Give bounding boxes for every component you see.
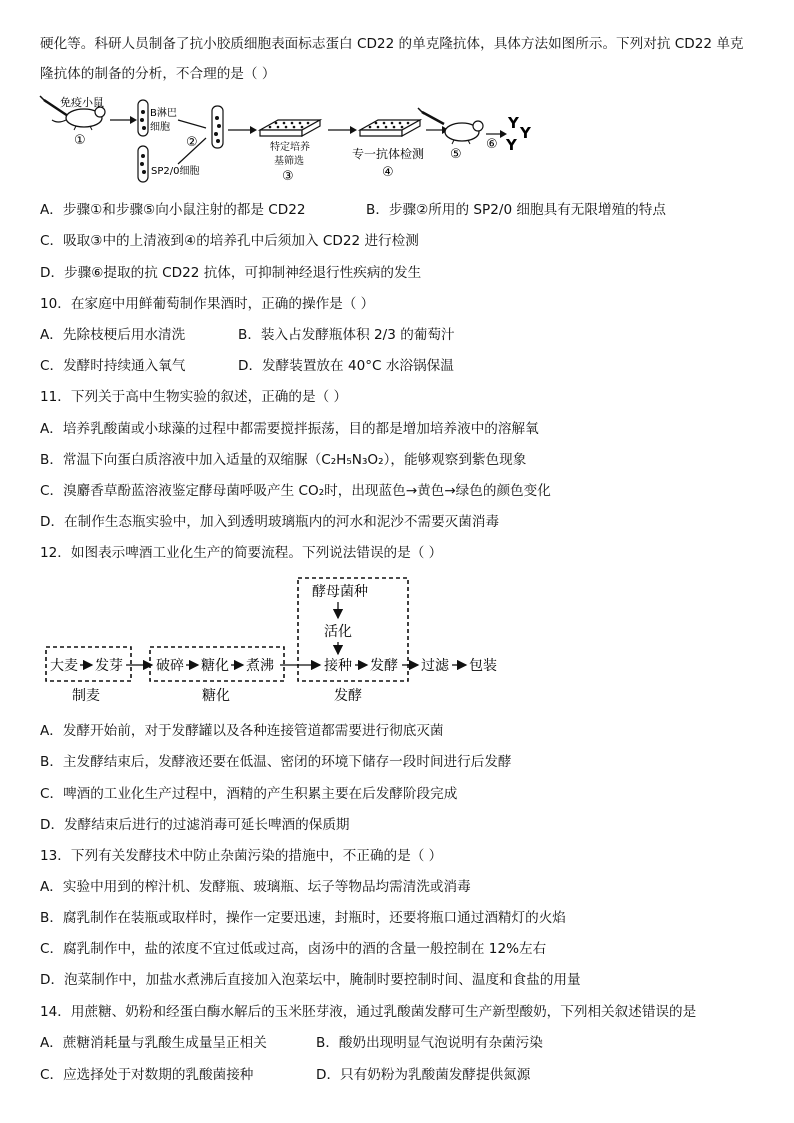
- step1-label: ①: [74, 133, 86, 148]
- q11-stem: 11．下列关于高中生物实验的叙述，正确的是（ ）: [40, 389, 348, 405]
- q11-option-a: A．培养乳酸菌或小球藻的过程中都需要搅拌振荡，目的都是增加培养液中的溶解氧: [40, 421, 539, 437]
- q12-stem: 12．如图表示啤酒工业化生产的简要流程。下列说法错误的是（ ）: [40, 545, 443, 561]
- flow-boil: 煮沸: [246, 658, 274, 674]
- q9-option-d: D．步骤⑥提取的抗 CD22 抗体，可抑制神经退行性疾病的发生: [40, 265, 422, 281]
- flow-package: 包装: [469, 658, 497, 674]
- selection-label-2: 基筛选: [274, 156, 304, 167]
- q13-option-b: B．腐乳制作在装瓶或取样时，操作一定要迅速，封瓶时，还要将瓶口通过酒精灯的火焰: [40, 910, 566, 926]
- q10-option-b: B．装入占发酵瓶体积 2/3 的葡萄汁: [238, 327, 455, 343]
- q9-option-c: C．吸取③中的上清液到④的培养孔中后须加入 CD22 进行检测: [40, 233, 419, 249]
- q9-stem-line1: 硬化等。科研人员制备了抗小胶质细胞表面标志蛋白 CD22 的单克隆抗体，具体方法如图所示。下列对抗 CD22 单克: [40, 36, 744, 52]
- step2-label: ②: [186, 135, 198, 150]
- q14-option-a: A．蔗糖消耗量与乳酸生成量呈正相关: [40, 1035, 267, 1051]
- q14-stem: 14．用蔗糖、奶粉和经蛋白酶水解后的玉米胚芽液，通过乳酸菌发酵可生产新型酸奶，下列相关叙述错误的是: [40, 1004, 697, 1020]
- q10-option-a: A．先除枝梗后用水清洗: [40, 327, 186, 343]
- q9-option-a: A．步骤①和步骤⑤向小鼠注射的都是 CD22: [40, 202, 306, 218]
- flow-yeast: 酵母菌种: [312, 584, 368, 600]
- flow-barley: 大麦: [50, 658, 78, 674]
- q13-option-d: D．泡菜制作中，加盐水煮沸后直接加入泡菜坛中，腌制时要控制时间、温度和食盐的用量: [40, 972, 581, 988]
- selection-label-1: 特定培养: [270, 142, 310, 153]
- svg-text:Y: Y: [520, 124, 531, 142]
- detection-label: 专一抗体检测: [352, 147, 425, 161]
- group-malting-label: 制麦: [72, 688, 100, 704]
- mouse-icon-2: [445, 121, 483, 144]
- syringe-icon-2: [418, 108, 444, 124]
- sp20-tube-icon: [138, 146, 148, 182]
- q13-stem: 13．下列有关发酵技术中防止杂菌污染的措施中，不正确的是（ ）: [40, 848, 443, 864]
- q12-option-c: C．啤酒的工业化生产过程中，酒精的产生积累主要在后发酵阶段完成: [40, 786, 458, 802]
- flow-saccharify: 糖化: [201, 658, 229, 674]
- q11-option-d: D．在制作生态瓶实验中，加入到透明玻璃瓶内的河水和泥沙不需要灭菌消毒: [40, 514, 500, 530]
- sp20-label: SP2/0细胞: [151, 166, 200, 177]
- b-cell-label2: 细胞: [150, 122, 170, 133]
- q12-option-d: D．发酵结束后进行的过滤消毒可延长啤酒的保质期: [40, 817, 350, 833]
- q10-option-d: D．发酵装置放在 40°C 水浴锅保温: [238, 358, 454, 374]
- flow-filter: 过滤: [421, 658, 449, 674]
- q9-option-b: B．步骤②所用的 SP2/0 细胞具有无限增殖的特点: [366, 202, 666, 218]
- step5-label: ⑤: [450, 147, 462, 162]
- q12-beer-flow-diagram: [44, 574, 524, 708]
- group-ferm-label: 发酵: [334, 688, 362, 704]
- q9-antibody-figure: [38, 90, 558, 190]
- q11-option-b: B．常温下向蛋白质溶液中加入适量的双缩脲（C₂H₅N₃O₂），能够观察到紫色现象: [40, 452, 527, 468]
- q10-stem: 10．在家庭中用鲜葡萄制作果酒时，正确的操作是（ ）: [40, 296, 375, 312]
- detection-plate-icon: [360, 120, 420, 136]
- q14-option-b: B．酸奶出现明显气泡说明有杂菌污染: [316, 1035, 543, 1051]
- group-sacch-label: 糖化: [202, 688, 230, 704]
- svg-text:Y: Y: [508, 114, 519, 132]
- step3-label: ③: [282, 169, 294, 184]
- q14-option-c: C．应选择处于对数期的乳酸菌接种: [40, 1067, 254, 1083]
- flow-ferment: 发酵: [370, 658, 398, 674]
- q13-option-c: C．腐乳制作中，盐的浓度不宜过低或过高，卤汤中的酒的含量一般控制在 12%左右: [40, 941, 547, 957]
- q11-option-c: C．溴麝香草酚蓝溶液鉴定酵母菌呼吸产生 CO₂时，出现蓝色→黄色→绿色的颜色变化: [40, 483, 551, 499]
- b-cell-tube-icon: [138, 100, 148, 136]
- flow-activate: 活化: [324, 624, 352, 640]
- q10-option-c: C．发酵时持续通入氧气: [40, 358, 186, 374]
- antibody-icon: [505, 114, 532, 154]
- flow-crush: 破碎: [156, 658, 184, 674]
- flow-sprout: 发芽: [95, 658, 123, 674]
- b-cell-label: B淋巴: [150, 108, 177, 119]
- q12-option-b: B．主发酵结束后，发酵液还要在低温、密闭的环境下储存一段时间进行后发酵: [40, 754, 512, 770]
- q14-option-d: D．只有奶粉为乳酸菌发酵提供氮源: [316, 1067, 531, 1083]
- step6-label: ⑥: [486, 137, 498, 152]
- flow-inoculate: 接种: [324, 658, 352, 674]
- q13-option-a: A．实验中用到的榨汁机、发酵瓶、玻璃瓶、坛子等物品均需清洗或消毒: [40, 879, 471, 895]
- step4-label: ④: [382, 165, 394, 180]
- q12-option-a: A．发酵开始前，对于发酵罐以及各种连接管道都需要进行彻底灭菌: [40, 723, 444, 739]
- selection-plate-icon: [260, 120, 320, 136]
- svg-text:Y: Y: [506, 136, 517, 154]
- q9-stem-line2: 隆抗体的制备的分析，不合理的是（ ）: [40, 66, 276, 82]
- fusion-tube-icon: [212, 106, 223, 148]
- mouse-label: 免疫小鼠: [60, 96, 104, 109]
